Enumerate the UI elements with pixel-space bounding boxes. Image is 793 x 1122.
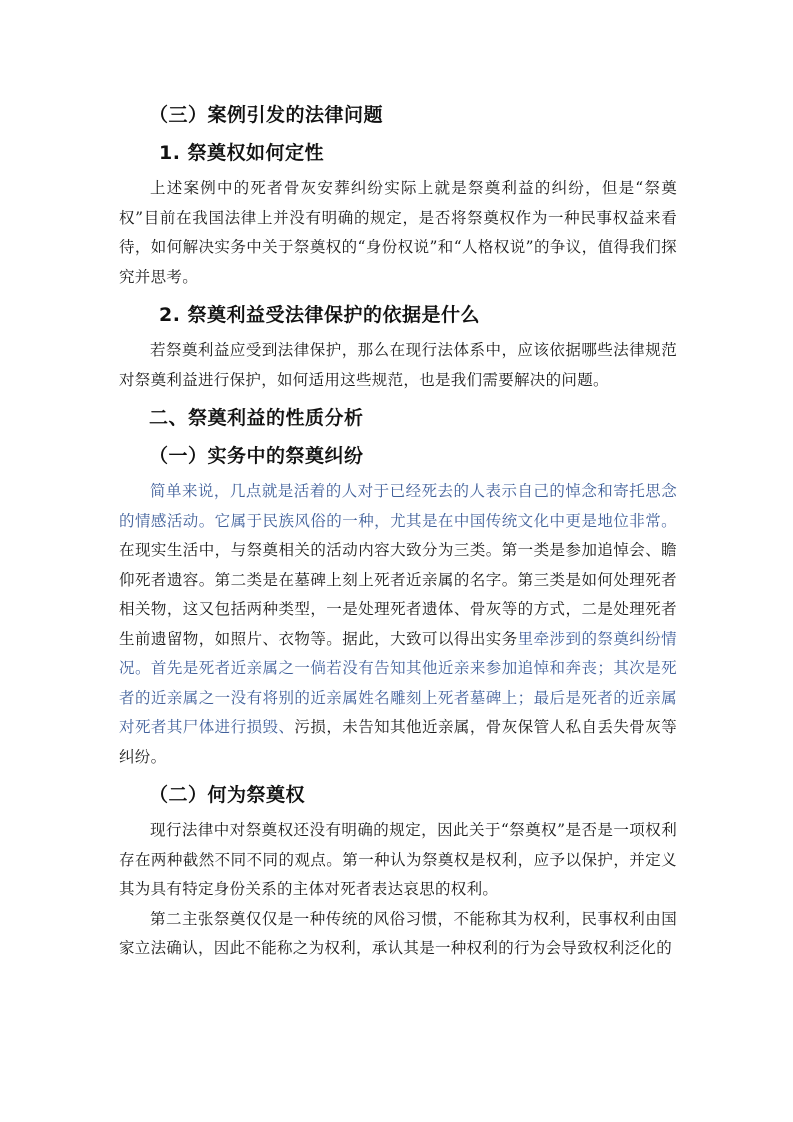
body-text: 污损，未告知其他近亲属，骨灰保管人私自丢失骨灰等纠纷。	[119, 718, 677, 766]
highlighted-text: 里牵涉到的祭奠纠纷情况。首先是死者近亲属之一倘若没有告知其他近亲来参加追悼和奔丧；其次是死者的近亲属之一没有将别的近亲属姓名雕刻上死者墓碑上；最后是死者的近亲属对死者其尸体进行损毁、	[119, 629, 677, 736]
section-heading-what-is-right: （二）何为祭奠权	[149, 784, 306, 806]
paragraph-practical-disputes	[119, 477, 677, 772]
section-heading-case-legal-issues: （三）案例引发的法律问题	[149, 104, 384, 126]
subheading-legal-basis: 2. 祭奠利益受法律保护的依据是什么	[159, 304, 481, 326]
subheading-right-characterization: 1. 祭奠权如何定性	[159, 142, 325, 164]
chapter-heading-nature-analysis: 二、祭奠利益的性质分析	[149, 407, 364, 429]
highlighted-text: 简单来说，几点就是活着的人对于已经死去的人表示自己的悼念和寄托思念的情感活动。它属于民族风俗的一种，尤其是在中国传统文化中更是地位非常。	[119, 482, 677, 530]
paragraph-what-is-right-2: 第二主张祭奠仅仅是一种传统的风俗习惯，不能称其为权利，民事权利由国家立法确认，因此不能称之为权利，承认其是一种权利的行为会导致权利泛化的	[119, 909, 677, 957]
document-body	[119, 100, 677, 964]
paragraph-legal-basis: 若祭奠利益应受到法律保护，那么在现行法体系中，应该依据哪些法律规范对祭奠利益进行保护，如何适用这些规范，也是我们需要解决的问题。	[119, 341, 677, 389]
paragraph-right-characterization: 上述案例中的死者骨灰安葬纠纷实际上就是祭奠利益的纠纷，但是“祭奠权”目前在我国法律上并没有明确的规定，是否将祭奠权作为一种民事权益来看待，如何解决实务中关于祭奠权的“身份权说”和“人格权说”的争议，值得我们探究并思考。	[119, 179, 677, 286]
paragraph-what-is-right-1: 现行法律中对祭奠权还没有明确的规定，因此关于“祭奠权”是否是一项权利存在两种截然不同不同的观点。第一种认为祭奠权是权利，应予以保护，并定义其为具有特定身份关系的主体对死者表达哀思的权利。	[119, 821, 677, 898]
body-text: 在现实生活中，与祭奠相关的活动内容大致分为三类。第一类是参加追悼会、瞻仰死者遗容。第二类是在墓碑上刻上死者近亲属的名字。第三类是如何处理死者相关物，这又包括两种类型，一是处理死者遗体、骨灰等的方式，二是处理死者生前遗留物，如照片、衣物等。据此，大致可以得出实务	[119, 541, 677, 648]
section-heading-practical-disputes: （一）实务中的祭奠纠纷	[149, 445, 364, 467]
